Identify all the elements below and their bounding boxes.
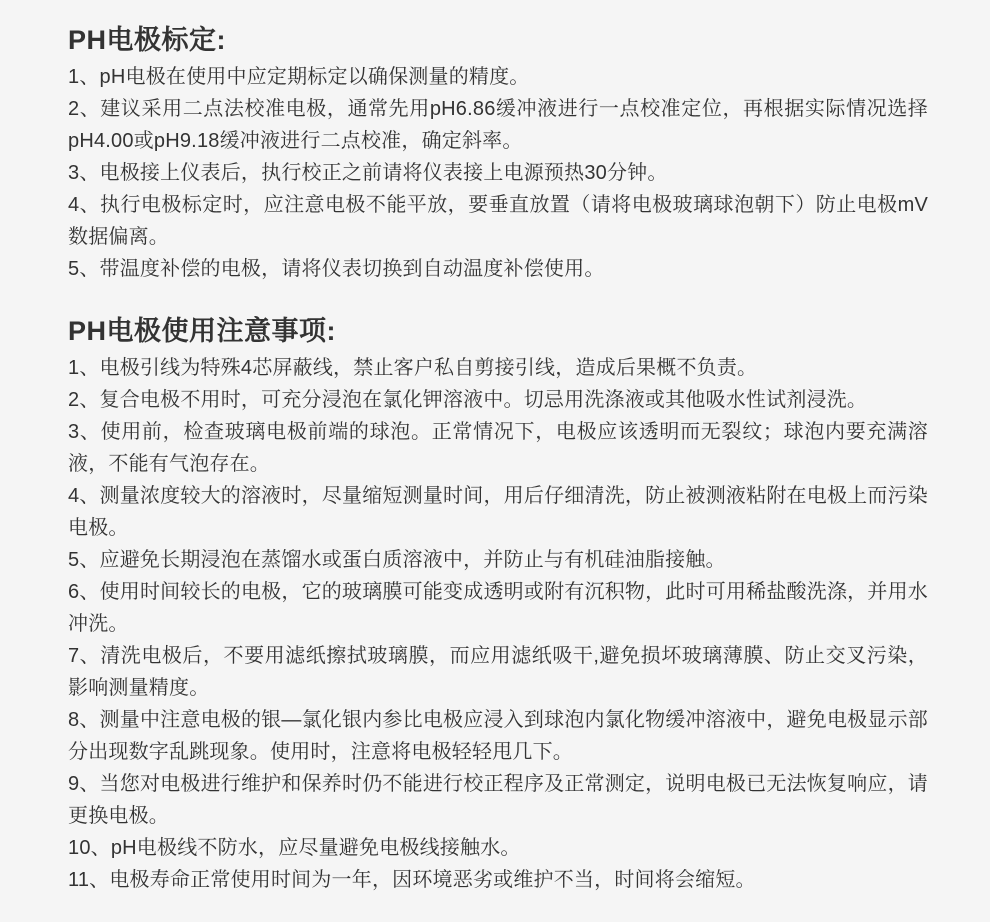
list-item: 11、电极寿命正常使用时间为一年，因环境恶劣或维护不当，时间将会缩短。 [68,869,756,891]
list-item: 9、当您对电极进行维护和保养时仍不能进行校正程序及正常测定，说明电极已无法恢复响应，请更换电极。 [68,773,928,827]
calibration-item-list [68,61,928,285]
list-item: 2、建议采用二点法校准电极，通常先用pH6.86缓冲液进行一点校准定位，再根据实际情况选择pH4.00或pH9.18缓冲液进行二点校准，确定斜率。 [68,98,928,152]
list-item: 4、测量浓度较大的溶液时，尽量缩短测量时间，用后仔细清洗，防止被测液粘附在电极上而污染电极。 [68,485,928,539]
list-item: 4、执行电极标定时，应注意电极不能平放，要垂直放置（请将电极玻璃球泡朝下）防止电极mV数据偏离。 [68,194,928,248]
list-item: 10、pH电极线不防水，应尽量避免电极线接触水。 [68,837,521,859]
section-calibration [68,22,928,285]
section-title: PH电极标定: [68,25,226,55]
list-item: 3、电极接上仪表后，执行校正之前请将仪表接上电源预热30分钟。 [68,162,668,184]
list-item: 2、复合电极不用时，可充分浸泡在氯化钾溶液中。切忌用洗涤液或其他吸水性试剂浸洗。 [68,389,868,411]
list-item: 5、应避免长期浸泡在蒸馏水或蛋白质溶液中，并防止与有机硅油脂接触。 [68,549,726,571]
list-item: 1、电极引线为特殊4芯屏蔽线，禁止客户私自剪接引线，造成后果概不负责。 [68,357,758,379]
list-item: 5、带温度补偿的电极，请将仪表切换到自动温度补偿使用。 [68,258,605,280]
section-precautions [68,313,928,896]
list-item: 1、pH电极在使用中应定期标定以确保测量的精度。 [68,66,530,88]
precautions-item-list [68,352,928,896]
list-item: 3、使用前，检查玻璃电极前端的球泡。正常情况下，电极应该透明而无裂纹；球泡内要充满溶液，不能有气泡存在。 [68,421,928,475]
list-item: 7、清洗电极后，不要用滤纸擦拭玻璃膜，而应用滤纸吸干,避免损坏玻璃薄膜、防止交叉污染，影响测量精度。 [68,645,928,699]
list-item: 8、测量中注意电极的银—氯化银内参比电极应浸入到球泡内氯化物缓冲溶液中，避免电极显示部分出现数字乱跳现象。使用时，注意将电极轻轻甩几下。 [68,709,928,763]
section-title: PH电极使用注意事项: [68,316,336,346]
list-item: 6、使用时间较长的电极，它的玻璃膜可能变成透明或附有沉积物，此时可用稀盐酸洗涤，并用水冲洗。 [68,581,928,635]
